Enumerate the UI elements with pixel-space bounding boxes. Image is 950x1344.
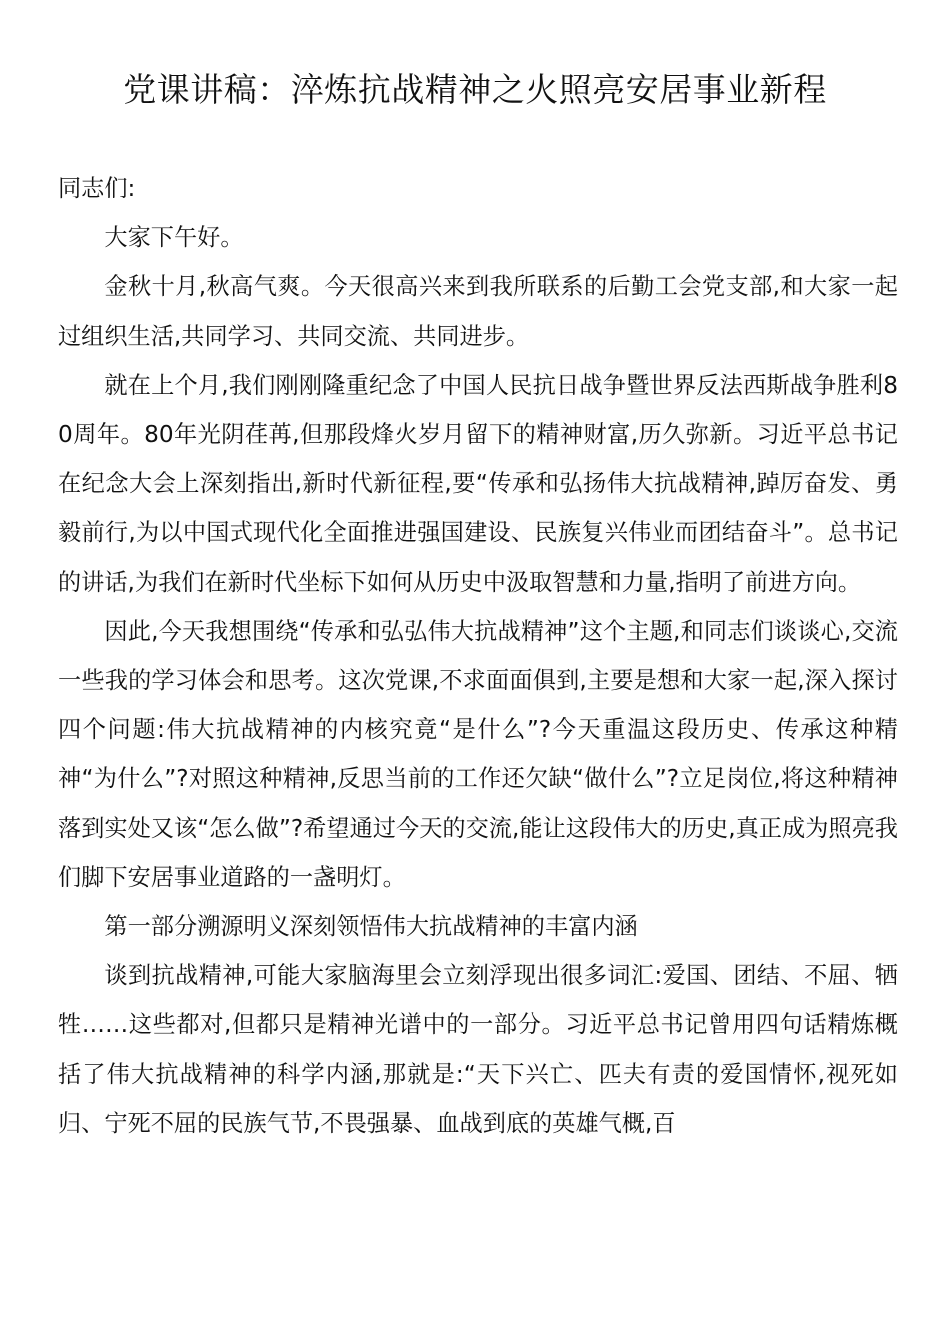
document-body [58, 164, 898, 1148]
body-paragraph: 谈到抗战精神,可能大家脑海里会立刻浮现出很多词汇:爱国、团结、不屈、牺牲……这些都对,但都只是精神光谱中的一部分。习近平总书记曾用四句话精炼概括了伟大抗战精神的科学内涵,那就是:“天下兴亡、匹夫有责的爱国情怀,视死如归、宁死不屈的民族气节,不畏强暴、血战到底的英雄气概,百 [58, 962, 898, 1137]
section-heading: 第一部分溯源明义深刻领悟伟大抗战精神的丰富内涵 [104, 913, 638, 941]
salutation: 同志们: [58, 175, 136, 202]
body-paragraph: 就在上个月,我们刚刚隆重纪念了中国人民抗日战争暨世界反法西斯战争胜利80周年。80年光阴荏苒,但那段烽火岁月留下的精神财富,历久弥新。习近平总书记在纪念大会上深刻指出,新时代新征程,要“传承和弘扬伟大抗战精神,踔厉奋发、勇毅前行,为以中国式现代化全面推进强国建设、民族复兴伟业而团结奋斗”。总书记的讲话,为我们在新时代坐标下如何从历史中汲取智慧和力量,指明了前进方向。 [58, 371, 898, 596]
body-paragraph: 金秋十月,秋高气爽。今天很高兴来到我所联系的后勤工会党支部,和大家一起过组织生活,共同学习、共同交流、共同进步。 [58, 273, 898, 350]
greeting: 大家下午好。 [104, 224, 244, 252]
document-title: 党课讲稿：淬炼抗战精神之火照亮安居事业新程 [123, 70, 827, 109]
body-paragraph: 因此,今天我想围绕“传承和弘弘伟大抗战精神”这个主题,和同志们谈谈心,交流一些我的学习体会和思考。这次党课,不求面面俱到,主要是想和大家一起,深入探讨四个问题:伟大抗战精神的内核究竟“是什么”?今天重温这段历史、传承这种精神“为什么”?对照这种精神,反思当前的工作还欠缺“做什么”?立足岗位,将这种精神落到实处又该“怎么做”?希望通过今天的交流,能让这段伟大的历史,真正成为照亮我们脚下安居事业道路的一盏明灯。 [58, 617, 898, 891]
